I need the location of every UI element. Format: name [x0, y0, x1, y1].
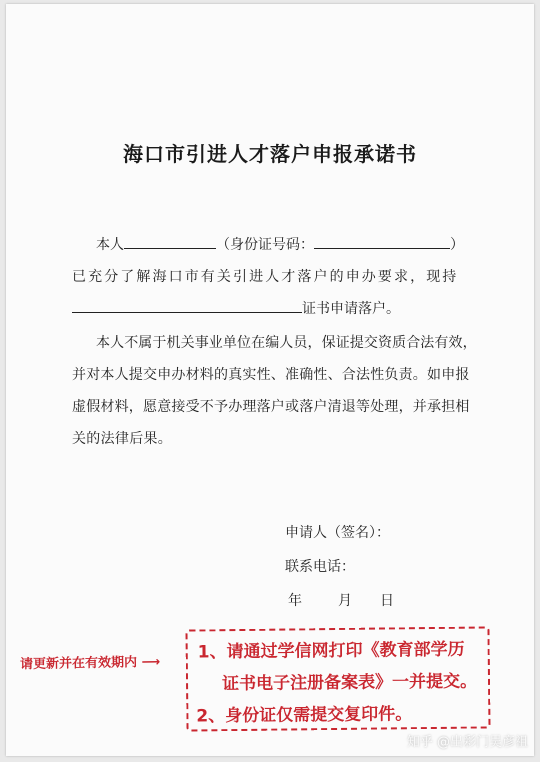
stamp-line-1: 1、请通过学信网打印《教育部学历: [197, 639, 465, 663]
arrow-right-icon: ⟶: [141, 654, 161, 671]
date-day: 日: [380, 593, 394, 609]
commitment-line-1: 本人不属于机关事业单位在编人员，保证提交资质合法有效，: [96, 335, 477, 351]
commitment-line-3: 虚假材料，愿意接受不予办理落户或落户清退等处理，并承担相: [72, 399, 470, 415]
certificate-blank: [72, 298, 302, 313]
watermark: 知乎 @出彩门吴彦祖: [406, 735, 528, 750]
requirement-line: 已充分了解海口市有关引进人才落户的申办要求，现持: [72, 269, 459, 285]
date-month: 月: [338, 593, 352, 609]
certificate-line: [72, 298, 400, 318]
name-blank: [124, 234, 216, 249]
self-label: 本人: [96, 237, 124, 253]
instruction-stamp: [185, 626, 490, 731]
validity-note-text: 请更新并在有效期内: [19, 655, 138, 673]
applicant-line: [96, 234, 464, 254]
signature-label: 申请人（签名）：: [285, 525, 390, 541]
id-close-paren: ）: [450, 237, 464, 253]
phone-label: 联系电话：: [285, 559, 355, 575]
document-title: 海口市引进人才落户申报承诺书: [123, 142, 417, 166]
validity-note: [20, 651, 160, 672]
certificate-suffix: 证书申请落户。: [302, 301, 400, 317]
commitment-line-2: 并对本人提交申办材料的真实性、准确性、合法性负责。如申报: [72, 367, 470, 383]
commitment-line-4: 关的法律后果。: [72, 431, 173, 447]
id-number-label: （身份证号码：: [216, 237, 314, 253]
stamp-line-3: 2、身份证仅需提交复印件。: [196, 704, 413, 727]
stamp-line-2: 证书电子注册备案表》一并提交。: [221, 671, 478, 695]
id-number-blank: [314, 234, 450, 249]
date-year: 年: [288, 593, 302, 609]
